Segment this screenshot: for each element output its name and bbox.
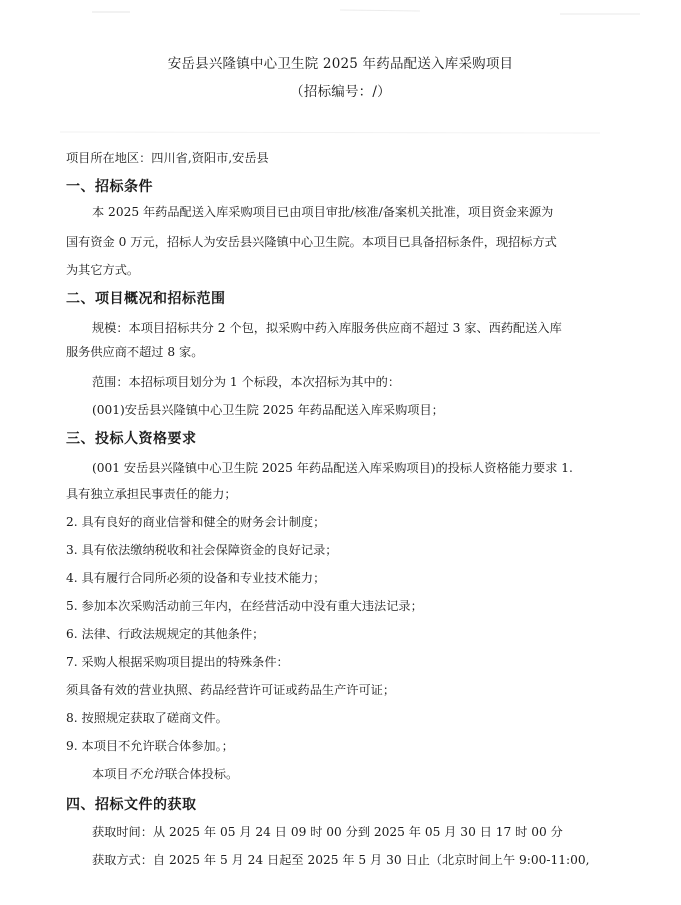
tender-number: （招标编号：/）	[290, 84, 391, 100]
consortium-prefix: 本项目	[92, 767, 129, 781]
section-heading-project-overview: 二、项目概况和招标范围	[66, 291, 226, 307]
paragraph-line: 具有独立承担民事责任的能力；	[66, 487, 237, 501]
consortium-suffix: 联合体投标。	[165, 767, 239, 781]
paragraph-line: 国有资金 0 万元，招标人为安岳县兴隆镇中心卫生院。本项目已具备招标条件，现招标方式	[66, 235, 557, 249]
list-item: 9. 本项目不允许联合体参加。；	[66, 739, 234, 753]
section-heading-document-acquisition: 四、招标文件的获取	[66, 797, 197, 813]
list-item: 7. 采购人根据采购项目提出的特殊条件：	[66, 655, 289, 669]
list-item: 4. 具有履行合同所必须的设备和专业技术能力；	[66, 571, 326, 585]
consortium-emphasis: 不允许	[128, 767, 166, 781]
section-heading-tender-conditions: 一、招标条件	[66, 179, 153, 195]
paragraph-line: 服务供应商不超过 8 家。	[66, 345, 204, 359]
list-item: 3. 具有依法缴纳税收和社会保障资金的良好记录；	[66, 543, 338, 557]
list-item: 6. 法律、行政法规规定的其他条件；	[66, 627, 265, 641]
section-heading-qualification: 三、投标人资格要求	[66, 431, 197, 447]
paragraph-line: 获取时间：从 2025 年 05 月 24 日 09 时 00 分到 2025 年 05 月 30 日 17 时 00 分	[92, 825, 563, 839]
list-item: 8. 按照规定获取了磋商文件。	[66, 711, 228, 725]
paragraph-line: 规模：本项目招标共分 2 个包，拟采购中药入库服务供应商不超过 3 家、西药配送入库	[92, 321, 562, 335]
list-item: 5. 参加本次采购活动前三年内，在经营活动中没有重大违法记录；	[66, 599, 423, 613]
project-region: 项目所在地区：四川省,资阳市,安岳县	[66, 151, 269, 165]
paragraph-line: 本 2025 年药品配送入库采购项目已由项目审批/核准/备案机关批准，项目资金来源为	[92, 205, 554, 219]
paragraph-line: (001 安岳县兴隆镇中心卫生院 2025 年药品配送入库采购项目)的投标人资格能力要求 1.	[92, 461, 573, 475]
document-title: 安岳县兴隆镇中心卫生院 2025 年药品配送入库采购项目	[167, 56, 514, 72]
paragraph-line: (001)安岳县兴隆镇中心卫生院 2025 年药品配送入库采购项目；	[92, 403, 444, 417]
list-item: 须具备有效的营业执照、药品经营许可证或药品生产许可证；	[66, 683, 396, 697]
paragraph-line: 范围：本招标项目划分为 1 个标段，本次招标为其中的：	[92, 375, 401, 389]
consortium-statement	[92, 766, 238, 782]
paragraph-line: 为其它方式。	[66, 263, 140, 277]
paragraph-line: 获取方式：自 2025 年 5 月 24 日起至 2025 年 5 月 30 日止（北京时间上午 9:00-11:00,	[92, 853, 590, 867]
list-item: 2. 具有良好的商业信誉和健全的财务会计制度；	[66, 515, 326, 529]
